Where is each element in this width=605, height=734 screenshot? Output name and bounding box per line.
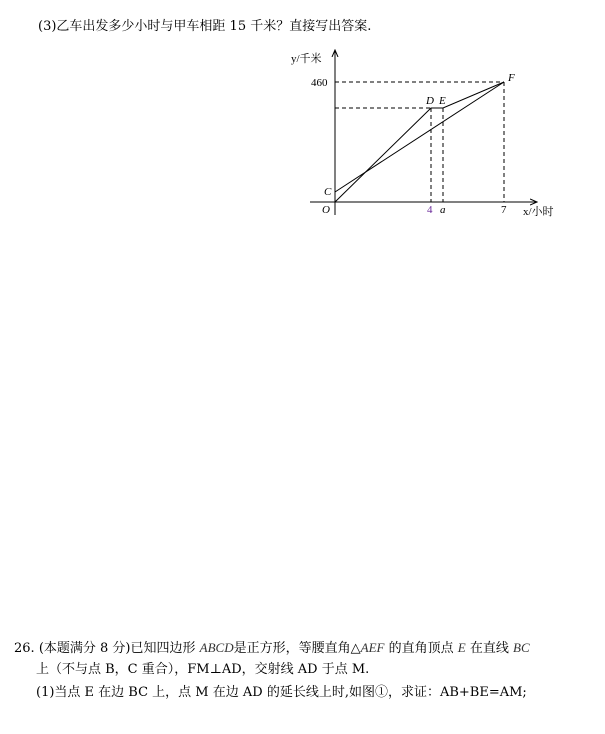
x-axis-label: x/小时 xyxy=(523,206,554,218)
question-26-line-2: 上（不与点 B，C 重合），FM⊥AD，交射线 AD 于点 M. xyxy=(36,662,370,677)
point-F: F xyxy=(508,72,515,84)
point-C: C xyxy=(324,186,332,198)
x-tick-4: 4 xyxy=(427,204,433,216)
question-number: 26. xyxy=(14,641,35,656)
y-tick-460: 460 xyxy=(311,77,328,89)
math: ABCD xyxy=(199,640,234,655)
text: 已知四边形 xyxy=(130,641,196,656)
origin-O: O xyxy=(322,204,330,216)
x-tick-a: a xyxy=(440,204,446,216)
math: BC xyxy=(513,640,530,655)
text: 的直角顶点 xyxy=(388,641,454,656)
y-axis-label: y/千米 xyxy=(291,53,322,65)
text: 是正方形，等腰直角△ xyxy=(233,641,361,656)
guide-lines xyxy=(335,82,504,202)
math: AEF xyxy=(360,640,385,655)
question-meta: (本题满分 8 分) xyxy=(38,641,131,656)
question-26-part-1: (1)当点 E 在边 BC 上，点 M 在边 AD 的延长线上时,如图①，求证：AB+BE=AM; xyxy=(36,685,527,700)
point-D: D xyxy=(426,95,434,107)
car-line-ODEF xyxy=(335,82,504,202)
question-3-text: (3)乙车出发多少小时与甲车相距 15 千米？直接写出答案. xyxy=(38,19,372,34)
x-tick-7: 7 xyxy=(501,204,507,216)
question-26-line-1 xyxy=(14,640,530,657)
text: 在直线 xyxy=(469,641,509,656)
math: E xyxy=(457,640,466,655)
point-E: E xyxy=(439,95,446,107)
car-line-CF xyxy=(335,82,504,192)
